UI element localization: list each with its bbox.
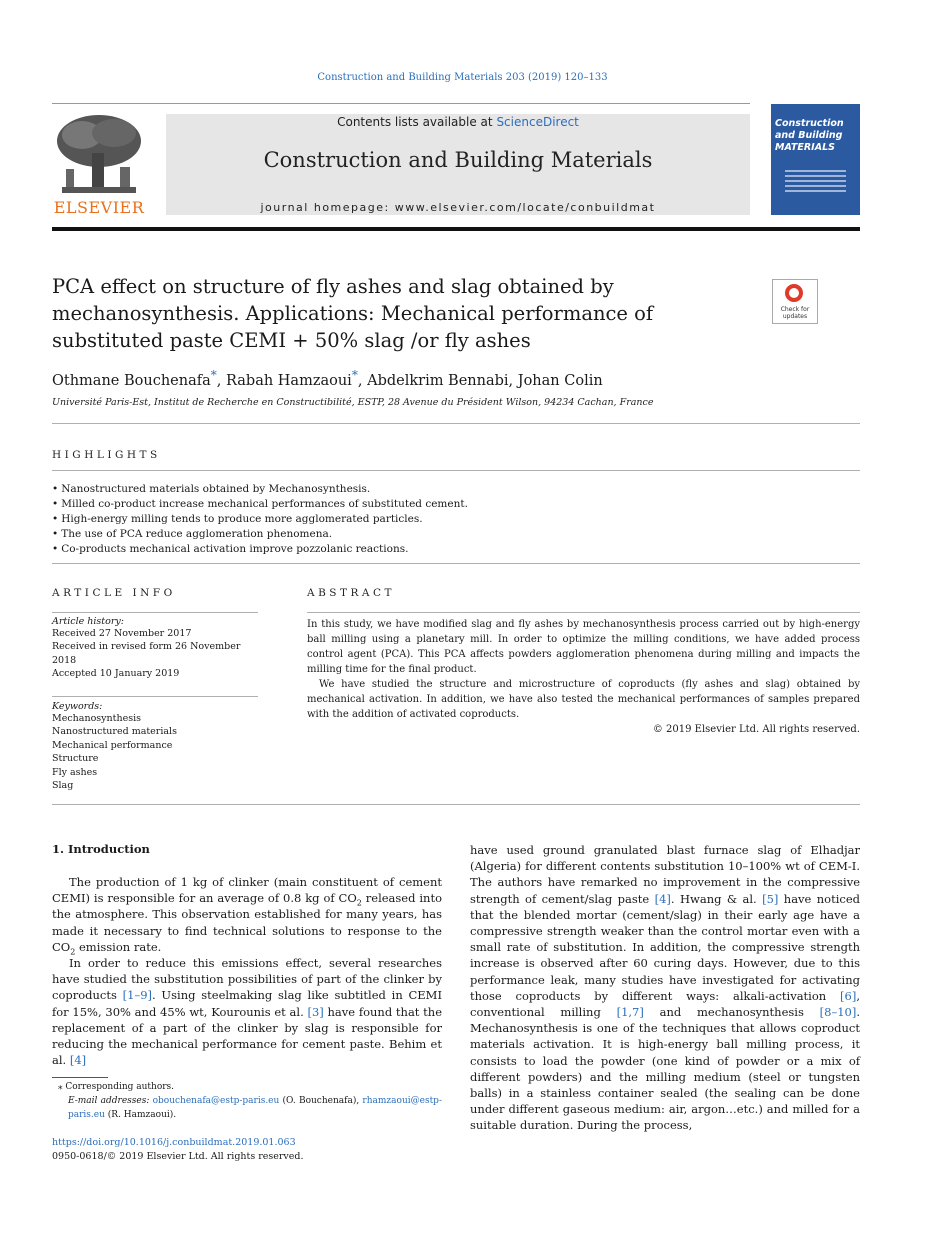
- highlights-list: [52, 482, 860, 557]
- cover-subtext-lines: [785, 170, 846, 200]
- abstract-paragraph: We have studied the structure and microstructure of coproducts (fly ashes and slag) obtained by mechanical activation. In addition, we have also tested the mechanical performances of samples prepared with the addition of activated coproducts.: [307, 679, 860, 720]
- body-column-right: [470, 842, 860, 1134]
- keyword-item: Mechanosynthesis: [52, 713, 141, 724]
- contents-line: [166, 115, 750, 129]
- citation-link[interactable]: [1,7]: [616, 1005, 644, 1020]
- email-owner: (R. Hamzaoui).: [104, 1110, 177, 1120]
- author-name[interactable]: Johan Colin: [517, 372, 603, 389]
- history-item: Accepted 10 January 2019: [52, 668, 180, 680]
- text-run: . Hwang & al.: [670, 891, 763, 906]
- divider: [52, 804, 860, 805]
- sciencedirect-link[interactable]: ScienceDirect: [496, 115, 579, 129]
- article-title: PCA effect on structure of fly ashes and slag obtained by mechanosynthesis. Applications: Mechanical performance of substituted paste CEMI + 50% slag /or fly ashes: [52, 275, 654, 352]
- highlight-item: • Co-products mechanical activation improve pozzolanic reactions.: [52, 542, 860, 557]
- contents-prefix: Contents lists available at: [337, 115, 497, 129]
- article-history: [52, 616, 262, 681]
- citation-link[interactable]: [5]: [762, 891, 779, 906]
- author-separator: ,: [508, 372, 518, 389]
- text-run: . Mechanosynthesis is one of the techniques that allows coproduct materials activation. It is high-energy ball milling process, it consists to load the powder (one kind of powder or a mix of different powders) and the milling medium (steel or tungsten balls) in a stainless container sealed (the sealing can be done under different gaseous medium: air, argon…etc.) and milled for a suitable duration. During the process,: [470, 1005, 860, 1133]
- body-column-left: [52, 874, 442, 1068]
- divider: [52, 423, 860, 424]
- history-item: Received 27 November 2017: [52, 628, 192, 639]
- article-info-heading: ARTICLE INFO: [52, 587, 176, 599]
- abstract-heading: ABSTRACT: [307, 587, 396, 599]
- subscript: 2: [70, 947, 76, 957]
- issn-copyright: 0950-0618/© 2019 Elsevier Ltd. All rights reserved.: [52, 1151, 304, 1162]
- email-addresses: [52, 1094, 442, 1122]
- journal-reference-link[interactable]: Construction and Building Materials 203 (2019) 120–133: [317, 72, 608, 83]
- keyword-item: Structure: [52, 753, 99, 765]
- divider: [52, 696, 258, 697]
- check-updates-label: Check for updates: [780, 306, 810, 320]
- header-bottom-rule: [52, 227, 860, 231]
- body-paragraph: [52, 874, 442, 955]
- author-affiliation: Université Paris-Est, Institut de Recherche en Constructibilité, ESTP, 28 Avenue du Président Wilson, 94234 Cachan, France: [52, 397, 654, 408]
- body-paragraph: [470, 842, 860, 1134]
- subscript: 2: [356, 898, 362, 908]
- highlights-heading: HIGHLIGHTS: [52, 449, 161, 461]
- header-top-rule: [52, 103, 750, 104]
- email-owner: (O. Bouchenafa),: [279, 1096, 363, 1106]
- article-history-label: Article history:: [52, 616, 124, 627]
- citation-link[interactable]: [6]: [840, 988, 857, 1003]
- citation-link[interactable]: [4]: [654, 891, 671, 906]
- author-name[interactable]: Abdelkrim Bennabi: [367, 372, 509, 389]
- corresponding-author-star[interactable]: *: [351, 368, 358, 382]
- doi-link[interactable]: https://doi.org/10.1016/j.conbuildmat.2019.01.063: [52, 1137, 296, 1148]
- abstract-copyright: © 2019 Elsevier Ltd. All rights reserved.: [652, 724, 860, 735]
- text-run: The production of 1 kg of clinker (main constituent of cement CEMI) is responsible for an average of 0.8 kg of CO: [52, 875, 442, 906]
- keyword-item: Slag: [52, 780, 74, 792]
- divider: [307, 612, 860, 613]
- keyword-item: Fly ashes: [52, 766, 98, 778]
- text-run: emission rate.: [75, 939, 162, 954]
- citation-link[interactable]: [1–9]: [122, 988, 153, 1003]
- author-name[interactable]: Othmane Bouchenafa: [52, 372, 211, 389]
- highlight-item: • Nanostructured materials obtained by Mechanosynthesis.: [52, 482, 860, 497]
- divider: [52, 612, 258, 613]
- citation-link[interactable]: [8–10]: [819, 1005, 857, 1020]
- text-run: released into the atmosphere. This observation established for many years, has made it necessary to find technical solutions to response to the CO: [52, 891, 443, 954]
- check-updates-icon: [785, 284, 803, 302]
- text-run: have used ground granulated blast furnace slag of Elhadjar (Algeria) for different contents substitution 10–100% wt of CEM-I. The authors have remarked no improvement in the compressive strength of cement/slag paste: [470, 843, 860, 906]
- text-run: , conventional milling: [470, 988, 860, 1020]
- footnote: [52, 1080, 442, 1122]
- section-heading-introduction: 1. Introduction: [52, 842, 150, 856]
- keywords-block: [52, 701, 262, 792]
- citation-link[interactable]: [4]: [69, 1053, 87, 1068]
- journal-homepage[interactable]: journal homepage: www.elsevier.com/locate/conbuildmat: [260, 201, 656, 214]
- keyword-item: Nanostructured materials: [52, 726, 177, 738]
- text-run: . Using steelmaking slag like subtitled in CEMI for 15%, 30% and 45% wt, Kourounis et al.: [52, 988, 442, 1019]
- keyword-item: Mechanical performance: [52, 739, 173, 751]
- elsevier-logo[interactable]: [52, 113, 146, 217]
- elsevier-wordmark: ELSEVIER: [53, 198, 145, 217]
- journal-title: Construction and Building Materials: [263, 148, 653, 172]
- doi-block: [52, 1136, 304, 1164]
- citation-link[interactable]: [3]: [307, 1004, 324, 1019]
- text-run: In order to reduce this emissions effect, several researches have studied the substitution possibilities of part of the clinker by coproducts: [52, 956, 442, 1003]
- text-run: have found that the replacement of a part of the clinker by slag is responsible for reducing the mechanical performance for cement paste. Behim et al.: [52, 1004, 443, 1068]
- body-paragraph: [52, 955, 442, 1068]
- journal-header-box: [166, 114, 750, 215]
- email-link[interactable]: rhamzaoui@estp-paris.eu: [68, 1096, 442, 1120]
- text-run: and mechanosynthesis: [643, 1005, 820, 1020]
- check-for-updates-badge[interactable]: [772, 279, 818, 324]
- highlight-item: • Milled co-product increase mechanical performances of substituted cement.: [52, 497, 860, 512]
- divider: [52, 470, 860, 471]
- corresponding-author-star[interactable]: *: [210, 368, 217, 382]
- highlight-item: • The use of PCA reduce agglomeration phenomena.: [52, 527, 860, 542]
- elsevier-tree-icon: [52, 113, 146, 197]
- highlight-item: • High-energy milling tends to produce more agglomerated particles.: [52, 512, 860, 527]
- author-separator: ,: [357, 372, 368, 389]
- journal-cover-thumbnail[interactable]: [771, 104, 860, 215]
- divider: [52, 563, 860, 564]
- author-name[interactable]: Rabah Hamzaoui: [226, 372, 352, 389]
- author-list: [52, 368, 852, 389]
- abstract-body: [307, 617, 860, 737]
- email-link[interactable]: obouchenafa@estp-paris.eu: [152, 1096, 280, 1106]
- text-run: have noticed that the blended mortar (cement/slag) in their early age have a compressive strength weaker than the control mortar even with a small rate of substitution. In addition, the compressive strength increase is observed after 60 curing days. However, due to this performance leak, many studies have investigated for activating those coproducts by different ways: alkali-activation: [470, 891, 860, 1003]
- author-separator: ,: [216, 372, 227, 389]
- cover-title: Construction and Building MATERIALS: [775, 118, 844, 153]
- history-item: Received in revised form 26 November 2018: [52, 641, 241, 666]
- footnote-rule: [52, 1077, 108, 1078]
- abstract-paragraph: In this study, we have modified slag and fly ashes by mechanosynthesis process carried out by high-energy ball milling using a planetary mill. In order to optimize the milling conditions, we have added process control agent (PCA). This PCA affects powders agglomeration phenomena during milling and impacts the milling time for the final product.: [307, 619, 860, 675]
- keywords-label: Keywords:: [52, 701, 103, 712]
- email-label: E-mail addresses:: [68, 1096, 150, 1106]
- corresponding-authors-note: ⁎ Corresponding authors.: [58, 1082, 175, 1092]
